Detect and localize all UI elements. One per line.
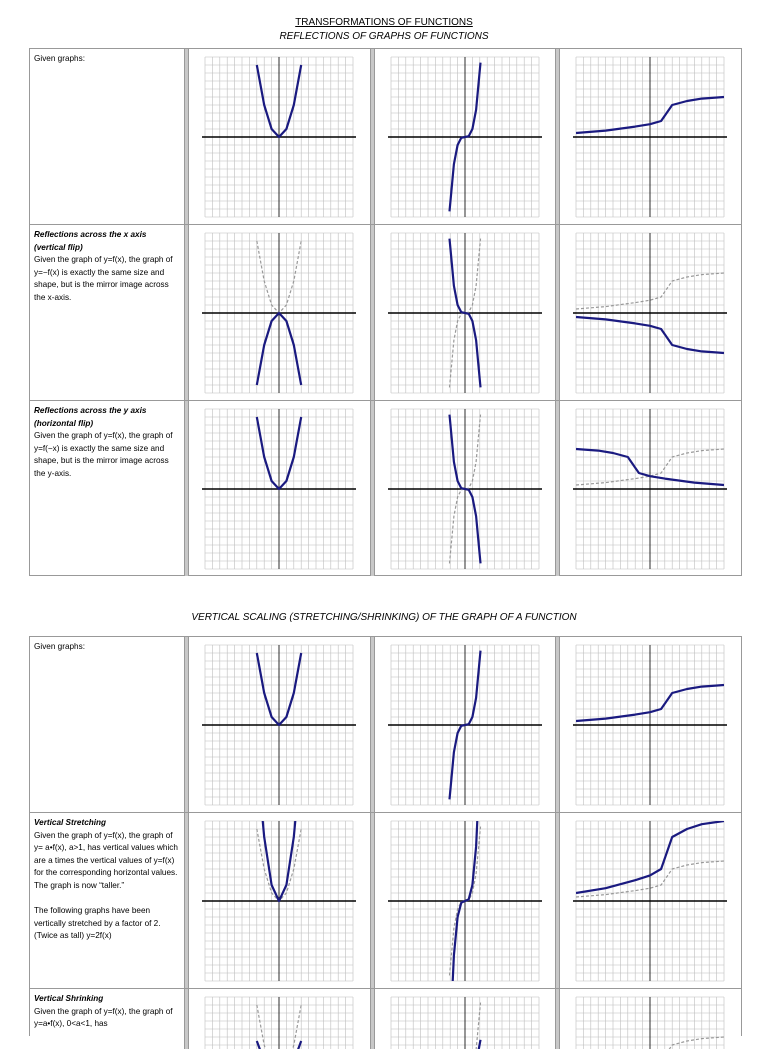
function-graph — [560, 401, 740, 577]
function-graph — [189, 225, 369, 401]
function-graph — [189, 813, 369, 989]
vertical-scaling-table — [29, 636, 742, 1036]
function-graph — [375, 637, 555, 813]
function-graph — [189, 49, 369, 225]
function-graph — [560, 49, 740, 225]
row-heading: Vertical Shrinking — [34, 994, 104, 1003]
reflections-table — [29, 48, 742, 576]
row-heading: Reflections across the y axis (horizontal flip) — [34, 406, 147, 428]
function-graph — [560, 989, 740, 1049]
row-text: Given graphs: — [34, 54, 85, 63]
row-text: Given the graph of y=f(x), the graph of y=−f(x) is exactly the same size and shape, but is the mirror image across the x-axis. — [34, 255, 173, 302]
function-graph — [375, 401, 555, 577]
row-heading: Reflections across the x axis (vertical flip) — [34, 230, 147, 252]
row-heading: Vertical Stretching — [34, 818, 107, 827]
section-title-vertical-scaling: VERTICAL SCALING (STRETCHING/SHRINKING) OF THE GRAPH OF A FUNCTION — [191, 612, 577, 623]
page-title: TRANSFORMATIONS OF FUNCTIONS — [295, 17, 473, 28]
function-graph — [189, 989, 369, 1049]
function-graph — [560, 813, 740, 989]
row-text: Given the graph of y=f(x), the graph of y=f(−x) is exactly the same size and shape, but is the mirror image across the y-axis. — [34, 431, 173, 478]
function-graph — [375, 813, 555, 989]
function-graph — [189, 637, 369, 813]
function-graph — [375, 989, 555, 1049]
function-graph — [375, 225, 555, 401]
section-title-reflections: REFLECTIONS OF GRAPHS OF FUNCTIONS — [279, 31, 489, 42]
function-graph — [560, 225, 740, 401]
function-graph — [375, 49, 555, 225]
function-graph — [560, 637, 740, 813]
row-text: Given the graph of y=f(x), the graph of y=a•f(x), 0<a<1, has — [34, 1006, 173, 1029]
row-text: Given graphs: — [34, 642, 85, 651]
function-graph — [189, 401, 369, 577]
row-text: Given the graph of y=f(x), the graph of y= a•f(x), a>1, has vertical values which are a times the vertical values of y=f(x) for the corresponding horizontal values. The graph is now “taller.” The following graphs have been vertically stretched by a factor of 2. (Twice as tall) y=2f(x) — [34, 830, 178, 941]
